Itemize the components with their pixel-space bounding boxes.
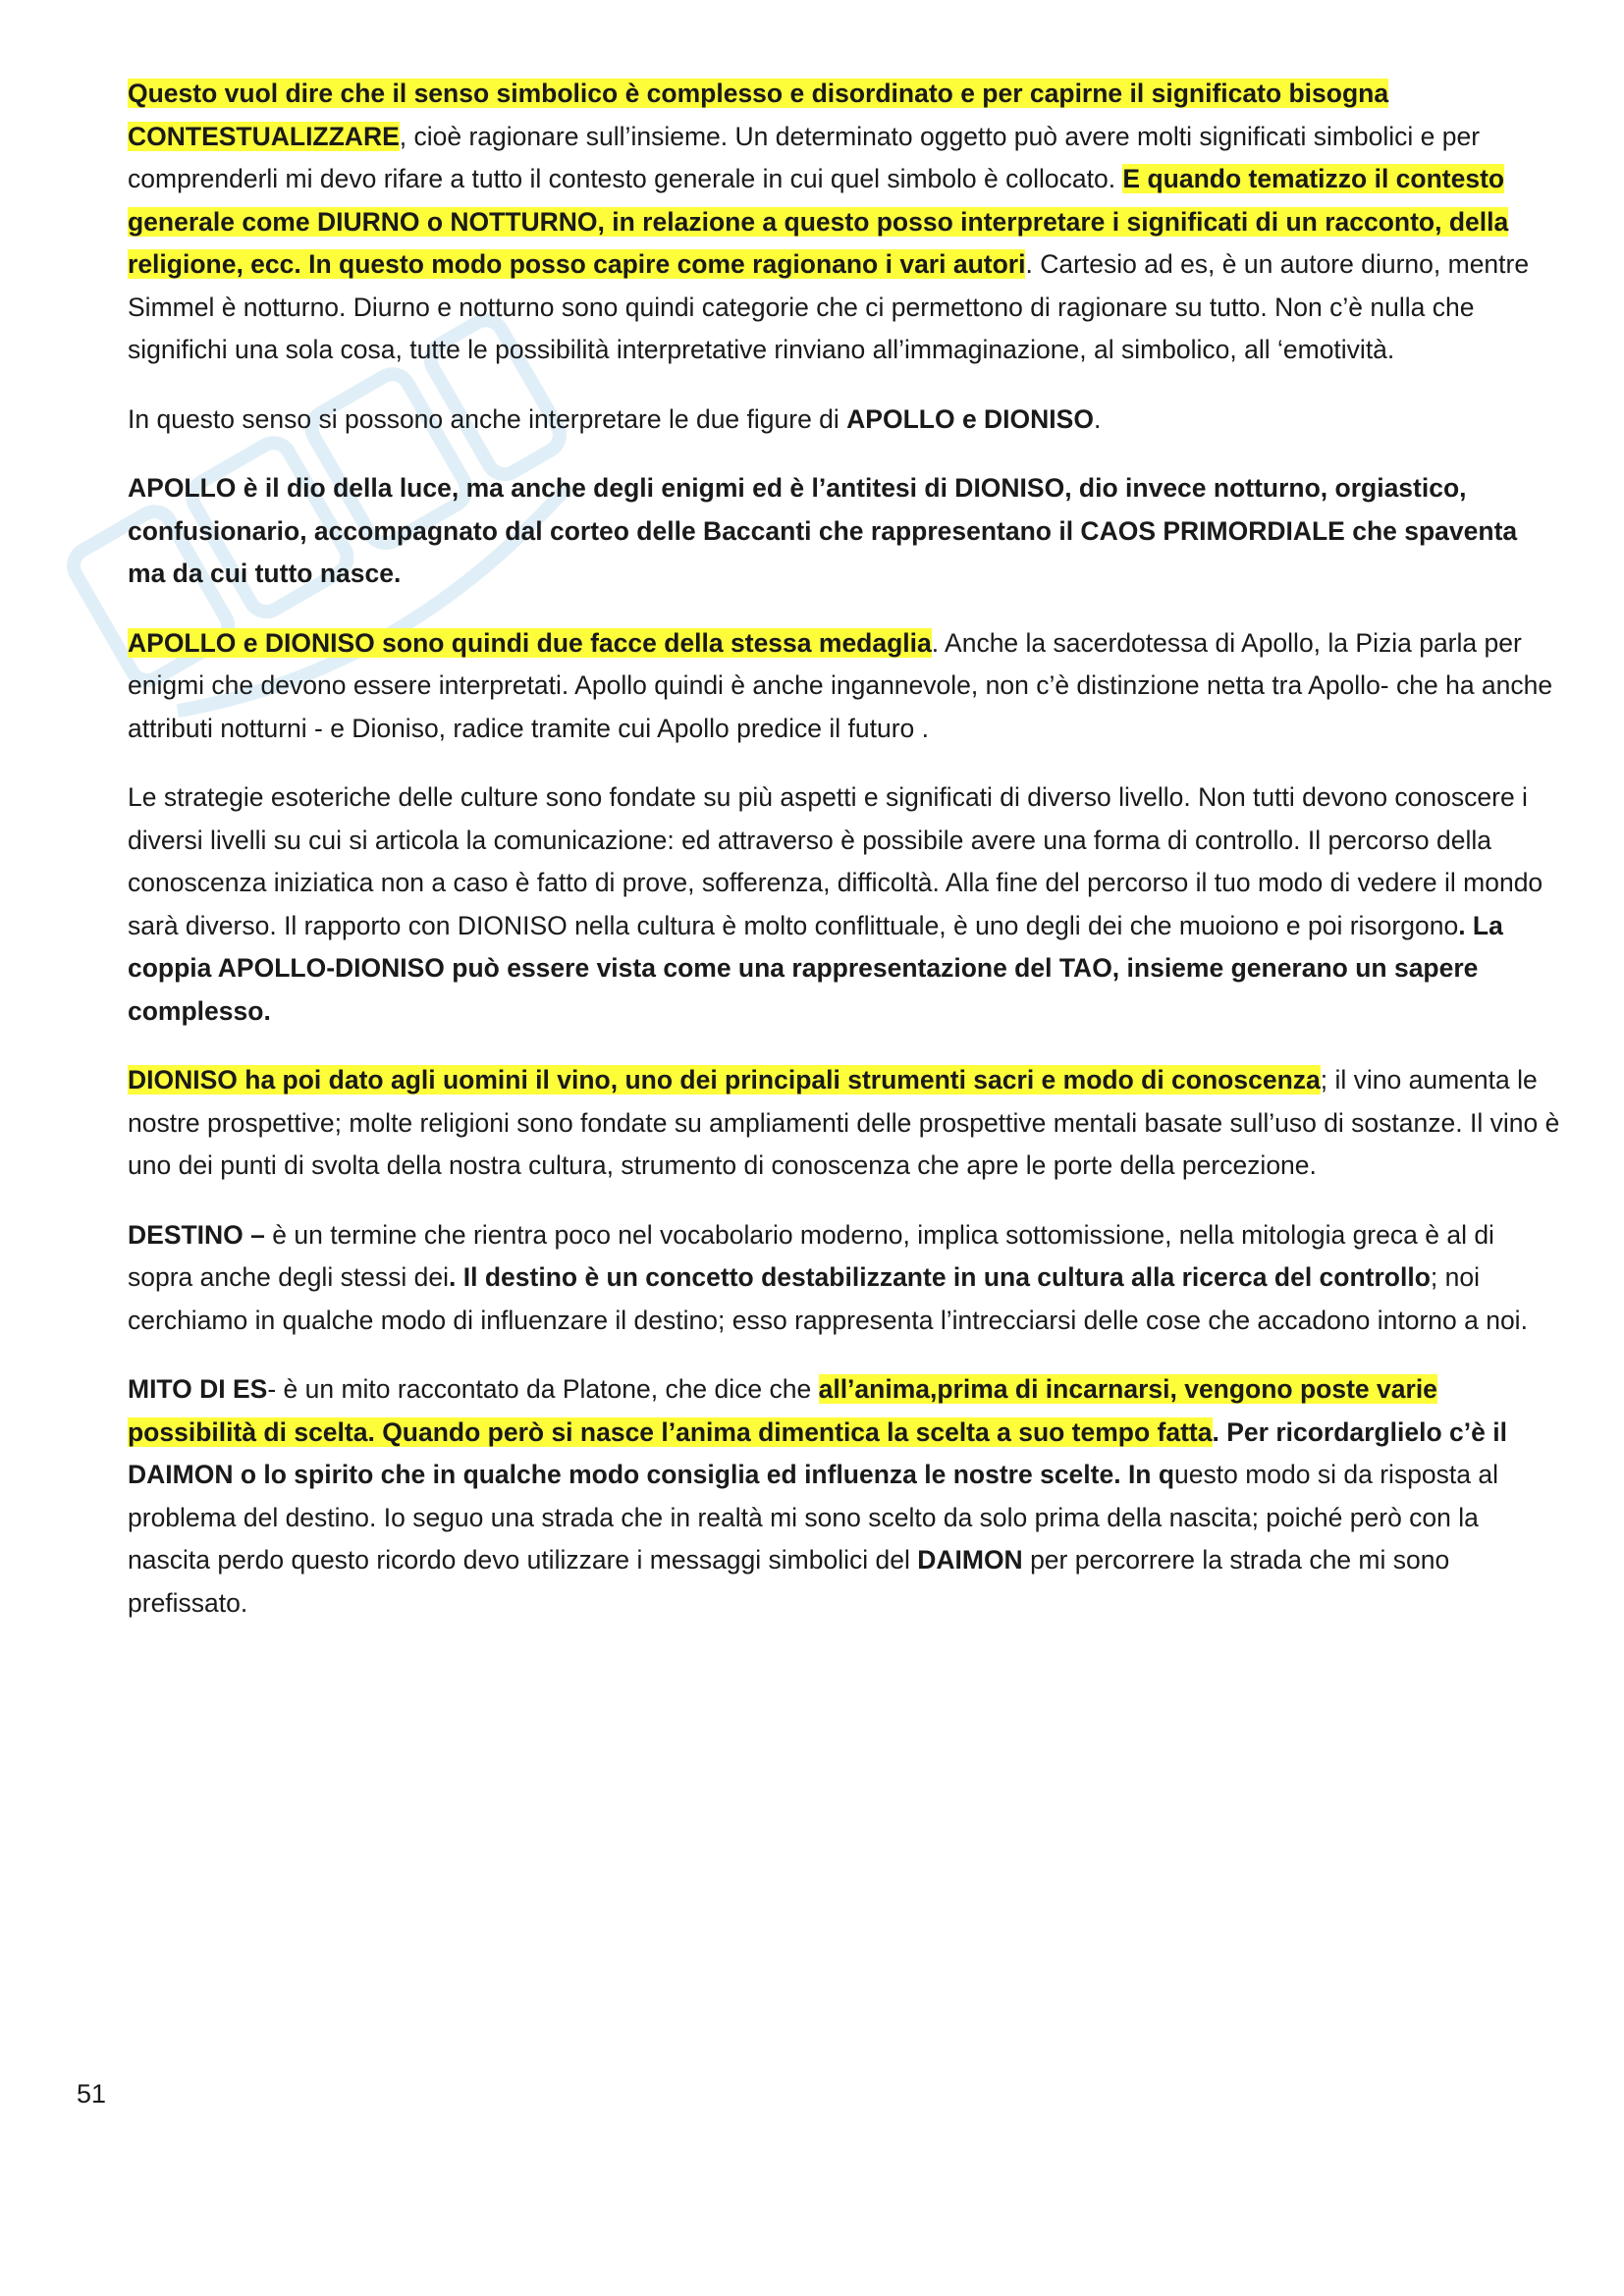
paragraph-apollo-definition — [128, 467, 1561, 596]
text-run: ; noi cerchiamo in qualche modo di influenzare il destino; esso rappresenta l’intrecciarsi delle cose che accadono intorno a noi. — [128, 1262, 1528, 1335]
bold-text: . Per ricordarglielo c’è il DAIMON o lo spirito che in qualche modo consiglia ed influenza le nostre scelte. In q — [128, 1416, 1507, 1489]
paragraph-vino — [128, 1059, 1561, 1188]
paragraph-mito-di-es — [128, 1368, 1561, 1625]
paragraph-due-facce — [128, 622, 1561, 751]
highlighted-keyword: CONTESTUALIZZARE — [128, 121, 400, 151]
highlighted-text: all’anima,prima di incarnarsi, vengono poste varie possibilità di scelta. Quando però si nasce l’anima dimentica la scelta a suo tempo fatta — [128, 1374, 1437, 1447]
bold-text: DAIMON — [917, 1545, 1023, 1575]
text-run: . — [1093, 403, 1102, 434]
text-run: . Anche la sacerdotessa di Apollo, la Pizia parla per enigmi che devono essere interpretati. Apollo quindi è anche ingannevole, non c’è distinzione netta tra Apollo- che ha anche attributi notturni - e Dioniso, radice tramite cui Apollo predice il futuro . — [128, 627, 1553, 743]
text-run: , cioè ragionare sull’insieme. Un determinato oggetto può avere molti significati simbolici e per comprenderli mi devo rifare a tutto il contesto generale in cui quel simbolo è collocato. — [128, 121, 1481, 193]
paragraph-apollo-dioniso-intro — [128, 399, 1561, 442]
text-run: - è un mito raccontato da Platone, che dice che — [267, 1374, 819, 1404]
paragraph-strategie-esoteriche — [128, 776, 1561, 1033]
bold-text: APOLLO e DIONISO — [846, 403, 1094, 434]
text-run: uesto modo si da risposta al problema del destino. Io seguo una strada che in realtà mi sono scelto da solo prima della nascita; poiché però con la nascita perdo questo ricordo devo utilizzare i messaggi simbolici del — [128, 1460, 1499, 1575]
paragraph-destino — [128, 1214, 1561, 1343]
bold-heading: MITO DI ES — [128, 1374, 268, 1404]
paragraph-contestualizzare — [128, 73, 1561, 372]
document-body — [128, 73, 1561, 1651]
page-number: 51 — [77, 2079, 107, 2109]
text-run: . Cartesio ad es, è un autore diurno, mentre Simmel è notturno. Diurno e notturno sono quindi categorie che ci permettono di ragionare su tutto. Non c’è nulla che significhi una sola cosa, tutte le possibilità interpretative rinviano all’immaginazione, al simbolico, all ‘emotività. — [128, 249, 1530, 364]
highlighted-text: DIONISO ha poi dato agli uomini il vino, uno dei principali strumenti sacri e modo di conoscenza — [128, 1065, 1321, 1095]
highlighted-text: Questo vuol dire che il senso simbolico è complesso e disordinato e per capirne il significato bisogna — [128, 79, 1389, 108]
bold-text: APOLLO è il dio della luce, ma anche degli enigmi ed è l’antitesi di DIONISO, dio invece notturno, orgiastico, confusionario, accompagnato dal corteo delle Baccanti che rappresentano il CAOS PRIMORDIALE che spaventa ma da cui tutto nasce. — [128, 473, 1518, 588]
highlighted-text: E quando tematizzo il contesto generale come DIURNO o NOTTURNO, in relazione a questo posso interpretare i significati di un racconto, della religione, ecc. In questo modo posso capire come ragionano i vari autori — [128, 164, 1509, 279]
text-run: Le strategie esoteriche delle culture sono fondate su più aspetti e significati di diverso livello. Non tutti devono conoscere i diversi livelli su cui si articola la comunicazione: ed attraverso è possibile avere una forma di controllo. Il percorso della conoscenza iniziatica non a caso è fatto di prove, sofferenza, difficoltà. Alla fine del percorso il tuo modo di vedere il mondo sarà diverso. Il rapporto con DIONISO nella cultura è molto conflittuale, è uno degli dei che muoiono e poi risorgono — [128, 782, 1543, 940]
text-run: è un termine che rientra poco nel vocabolario moderno, implica sottomissione, nella mitologia greca è al di sopra anche degli stessi dei — [128, 1219, 1494, 1292]
highlighted-text: APOLLO e DIONISO sono quindi due facce della stessa medaglia — [128, 627, 932, 658]
bold-text: . Il destino è un concetto destabilizzante in una cultura alla ricerca del controllo — [449, 1262, 1431, 1292]
bold-heading: DESTINO – — [128, 1219, 265, 1250]
text-run: In questo senso si possono anche interpretare le due figure di — [128, 403, 847, 434]
text-run: per percorrere la strada che mi sono prefissato. — [128, 1545, 1450, 1618]
bold-text: . La coppia APOLLO-DIONISO può essere vista come una rappresentazione del TAO, insieme generano un sapere complesso. — [128, 910, 1503, 1026]
text-run: ; il vino aumenta le nostre prospettive; molte religioni sono fondate su ampliamenti delle prospettive mentali basate sull’uso di sostanze. Il vino è uno dei punti di svolta della nostra cultura, strumento di conoscenza che apre le porte della percezione. — [128, 1065, 1560, 1180]
